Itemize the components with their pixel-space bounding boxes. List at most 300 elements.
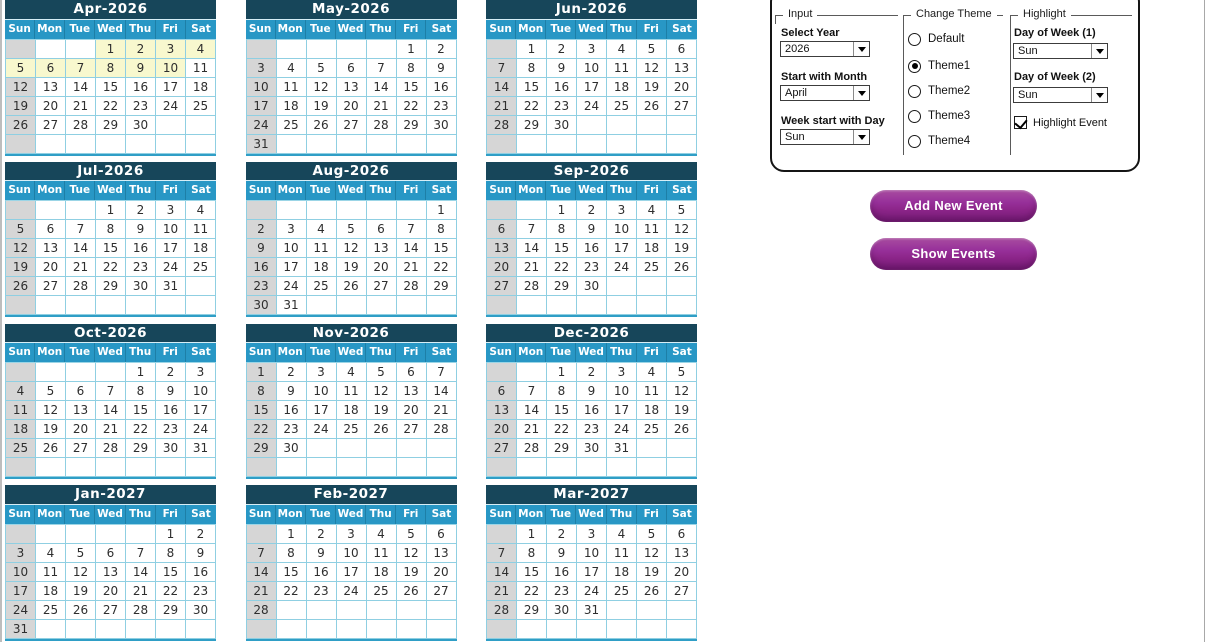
day-cell xyxy=(487,40,517,59)
day-header: Wed xyxy=(95,505,125,524)
day-header: Sun xyxy=(486,343,516,362)
day-cell: 3 xyxy=(607,201,637,220)
day-cell: 26 xyxy=(36,439,66,458)
day-cell xyxy=(36,620,66,639)
day-cell: 1 xyxy=(277,525,307,544)
day-cell: 25 xyxy=(637,258,667,277)
day-cell: 20 xyxy=(96,582,126,601)
day-cell xyxy=(36,458,66,477)
day-cell: 19 xyxy=(367,401,397,420)
day-cell xyxy=(277,601,307,620)
day-cell: 11 xyxy=(607,544,637,563)
day-cell: 19 xyxy=(307,97,337,116)
day-cell: 16 xyxy=(126,78,156,97)
day-cell: 23 xyxy=(577,420,607,439)
day-cell: 3 xyxy=(156,201,186,220)
day-cell: 8 xyxy=(517,59,547,78)
day-cell: 23 xyxy=(126,258,156,277)
day-cell: 16 xyxy=(547,563,577,582)
day-header: Wed xyxy=(336,505,366,524)
day-cell: 29 xyxy=(96,116,126,135)
day-grid xyxy=(246,200,457,315)
day-cell: 19 xyxy=(6,258,36,277)
day-cell: 18 xyxy=(337,401,367,420)
day-cell xyxy=(667,620,697,639)
day-cell: 4 xyxy=(337,363,367,382)
day-cell: 12 xyxy=(6,78,36,97)
radio-label: Theme1 xyxy=(928,60,971,72)
theme-radio-theme2[interactable] xyxy=(908,84,970,98)
radio-label: Theme3 xyxy=(928,110,971,122)
day-header-row xyxy=(486,505,697,524)
day-cell: 18 xyxy=(186,78,216,97)
day-cell xyxy=(6,296,36,315)
day-cell xyxy=(156,458,186,477)
day-header: Thu xyxy=(607,505,637,524)
day-header: Tue xyxy=(65,20,95,39)
day-cell: 30 xyxy=(186,601,216,620)
day-cell: 30 xyxy=(156,439,186,458)
day-of-week-2-value: Sun xyxy=(1018,89,1038,101)
day-cell: 25 xyxy=(607,97,637,116)
day-cell: 9 xyxy=(247,239,277,258)
day-cell: 4 xyxy=(637,201,667,220)
day-cell xyxy=(367,40,397,59)
day-cell: 10 xyxy=(577,59,607,78)
day-cell: 11 xyxy=(637,382,667,401)
month-title: Jan-2027 xyxy=(5,485,216,505)
day-cell xyxy=(667,601,697,620)
day-cell: 11 xyxy=(6,401,36,420)
day-header: Thu xyxy=(366,181,396,200)
day-cell: 27 xyxy=(36,277,66,296)
day-cell xyxy=(156,135,186,154)
day-cell: 9 xyxy=(186,544,216,563)
day-cell: 8 xyxy=(427,220,457,239)
day-cell: 12 xyxy=(66,563,96,582)
day-cell: 2 xyxy=(577,363,607,382)
day-header: Wed xyxy=(576,343,606,362)
radio-icon[interactable] xyxy=(908,135,921,148)
day-header: Thu xyxy=(126,343,156,362)
day-cell: 12 xyxy=(337,239,367,258)
day-header: Tue xyxy=(65,505,95,524)
day-header: Fri xyxy=(156,181,186,200)
day-cell: 26 xyxy=(667,420,697,439)
day-cell xyxy=(637,296,667,315)
day-header: Thu xyxy=(366,343,396,362)
day-cell: 6 xyxy=(66,382,96,401)
day-cell: 30 xyxy=(277,439,307,458)
day-cell: 7 xyxy=(397,220,427,239)
day-cell: 19 xyxy=(667,239,697,258)
day-cell: 2 xyxy=(186,525,216,544)
day-cell: 22 xyxy=(547,420,577,439)
day-cell xyxy=(427,135,457,154)
day-cell: 19 xyxy=(667,401,697,420)
day-cell xyxy=(36,135,66,154)
day-cell: 6 xyxy=(36,59,66,78)
start-month-dropdown[interactable] xyxy=(780,85,870,101)
day-cell: 17 xyxy=(277,258,307,277)
day-of-week-2-dropdown[interactable] xyxy=(1013,87,1108,103)
day-cell: 15 xyxy=(547,239,577,258)
day-cell: 21 xyxy=(367,97,397,116)
day-cell: 3 xyxy=(247,59,277,78)
day-cell: 3 xyxy=(607,363,637,382)
month-title: Jul-2026 xyxy=(5,162,216,182)
day-cell: 14 xyxy=(247,563,277,582)
day-cell: 20 xyxy=(667,563,697,582)
month-calendar xyxy=(486,162,697,318)
day-cell: 11 xyxy=(307,239,337,258)
day-header: Sun xyxy=(246,20,276,39)
day-header: Fri xyxy=(637,343,667,362)
day-cell xyxy=(637,620,667,639)
day-header: Tue xyxy=(306,343,336,362)
day-cell: 9 xyxy=(577,382,607,401)
day-cell: 5 xyxy=(367,363,397,382)
day-cell: 1 xyxy=(96,40,126,59)
day-header: Sun xyxy=(246,505,276,524)
day-cell xyxy=(667,296,697,315)
day-grid xyxy=(246,524,457,639)
day-cell xyxy=(367,296,397,315)
day-cell: 27 xyxy=(427,582,457,601)
highlight-event-label: Highlight Event xyxy=(1033,116,1107,129)
day-cell: 9 xyxy=(547,544,577,563)
day-cell: 14 xyxy=(517,401,547,420)
day-cell: 20 xyxy=(397,401,427,420)
day-cell: 6 xyxy=(397,363,427,382)
day-cell: 2 xyxy=(277,363,307,382)
day-cell: 6 xyxy=(487,220,517,239)
day-cell: 5 xyxy=(337,220,367,239)
day-cell: 12 xyxy=(667,220,697,239)
day-cell: 14 xyxy=(517,239,547,258)
day-cell: 25 xyxy=(307,277,337,296)
day-cell xyxy=(397,296,427,315)
day-cell: 28 xyxy=(517,277,547,296)
day-cell: 8 xyxy=(277,544,307,563)
day-cell xyxy=(397,620,427,639)
change-theme-legend: Change Theme xyxy=(911,8,997,20)
day-cell: 3 xyxy=(156,40,186,59)
day-cell: 23 xyxy=(307,582,337,601)
radio-icon[interactable] xyxy=(908,33,921,46)
day-cell: 22 xyxy=(277,582,307,601)
day-header: Tue xyxy=(306,181,336,200)
day-cell: 26 xyxy=(367,420,397,439)
day-header: Wed xyxy=(576,505,606,524)
day-cell: 4 xyxy=(36,544,66,563)
day-cell: 10 xyxy=(6,563,36,582)
day-cell: 21 xyxy=(487,582,517,601)
day-cell: 5 xyxy=(397,525,427,544)
day-header: Tue xyxy=(306,505,336,524)
day-cell: 1 xyxy=(126,363,156,382)
day-cell: 31 xyxy=(247,135,277,154)
day-cell: 10 xyxy=(156,59,186,78)
day-cell: 8 xyxy=(156,544,186,563)
month-title: Aug-2026 xyxy=(246,162,457,182)
day-cell: 25 xyxy=(607,582,637,601)
day-cell xyxy=(637,277,667,296)
day-cell: 22 xyxy=(427,258,457,277)
day-cell: 13 xyxy=(397,382,427,401)
day-cell: 6 xyxy=(36,220,66,239)
day-cell: 10 xyxy=(607,382,637,401)
day-header: Sun xyxy=(246,343,276,362)
day-cell: 18 xyxy=(607,563,637,582)
day-header: Sun xyxy=(5,181,35,200)
day-cell: 15 xyxy=(517,563,547,582)
day-cell xyxy=(6,525,36,544)
show-events-button[interactable]: Show Events xyxy=(870,238,1037,270)
day-cell: 8 xyxy=(96,220,126,239)
day-cell: 14 xyxy=(487,563,517,582)
day-header: Thu xyxy=(607,20,637,39)
highlight-event-checkbox[interactable] xyxy=(1014,116,1027,129)
highlight-event-option[interactable] xyxy=(1014,116,1107,129)
day-header: Thu xyxy=(366,505,396,524)
theme-radio-default[interactable] xyxy=(908,32,964,46)
day-cell xyxy=(66,296,96,315)
day-cell: 20 xyxy=(36,97,66,116)
day-cell: 8 xyxy=(126,382,156,401)
day-cell: 7 xyxy=(487,544,517,563)
day-cell xyxy=(186,458,216,477)
day-cell xyxy=(36,40,66,59)
day-cell xyxy=(277,135,307,154)
theme-radio-theme3[interactable] xyxy=(908,109,970,123)
day-header: Mon xyxy=(35,20,65,39)
day-cell xyxy=(577,135,607,154)
day-header: Mon xyxy=(516,181,546,200)
day-header: Fri xyxy=(637,181,667,200)
day-cell: 25 xyxy=(337,420,367,439)
day-grid xyxy=(486,200,697,315)
month-title: Sep-2026 xyxy=(486,162,697,182)
day-cell: 22 xyxy=(156,582,186,601)
day-cell: 25 xyxy=(367,582,397,601)
day-cell xyxy=(337,296,367,315)
day-cell xyxy=(307,201,337,220)
day-cell: 29 xyxy=(126,439,156,458)
day-cell xyxy=(96,363,126,382)
day-cell xyxy=(126,458,156,477)
day-cell xyxy=(517,296,547,315)
day-cell: 25 xyxy=(637,420,667,439)
day-cell xyxy=(247,458,277,477)
radio-icon[interactable] xyxy=(908,60,921,73)
day-cell: 9 xyxy=(577,220,607,239)
day-cell: 19 xyxy=(337,258,367,277)
day-cell: 12 xyxy=(36,401,66,420)
day-cell: 30 xyxy=(247,296,277,315)
day-cell: 3 xyxy=(577,40,607,59)
day-cell: 12 xyxy=(6,239,36,258)
day-cell: 18 xyxy=(637,401,667,420)
day-header: Sun xyxy=(486,505,516,524)
dropdown-arrow-icon[interactable] xyxy=(1091,44,1107,58)
month-calendar xyxy=(5,324,216,480)
add-new-event-button[interactable]: Add New Event xyxy=(870,190,1037,222)
day-cell: 16 xyxy=(126,239,156,258)
select-year-dropdown[interactable] xyxy=(780,41,870,57)
day-cell: 11 xyxy=(337,382,367,401)
day-cell xyxy=(487,296,517,315)
day-cell: 22 xyxy=(547,258,577,277)
day-cell: 17 xyxy=(307,401,337,420)
day-cell xyxy=(6,40,36,59)
day-cell xyxy=(607,601,637,620)
day-cell: 1 xyxy=(397,40,427,59)
day-cell: 26 xyxy=(397,582,427,601)
week-start-value: Sun xyxy=(785,131,805,143)
day-cell: 31 xyxy=(186,439,216,458)
dropdown-arrow-icon[interactable] xyxy=(853,42,869,56)
day-cell: 21 xyxy=(247,582,277,601)
day-of-week-1-dropdown[interactable] xyxy=(1013,43,1108,59)
day-cell: 13 xyxy=(427,544,457,563)
dropdown-arrow-icon[interactable] xyxy=(853,86,869,100)
day-header: Sat xyxy=(191,22,211,35)
theme-radio-theme1[interactable] xyxy=(908,59,970,73)
dropdown-arrow-icon[interactable] xyxy=(853,130,869,144)
day-cell: 21 xyxy=(487,97,517,116)
day-cell: 25 xyxy=(6,439,36,458)
day-cell: 16 xyxy=(577,239,607,258)
day-header: Sat xyxy=(191,184,211,197)
day-cell: 21 xyxy=(397,258,427,277)
dropdown-arrow-icon[interactable] xyxy=(1091,88,1107,102)
day-cell: 9 xyxy=(307,544,337,563)
day-cell: 9 xyxy=(126,59,156,78)
day-cell: 21 xyxy=(66,97,96,116)
day-cell: 17 xyxy=(156,239,186,258)
day-cell xyxy=(337,458,367,477)
day-cell: 2 xyxy=(307,525,337,544)
day-cell: 19 xyxy=(36,420,66,439)
day-cell: 23 xyxy=(126,97,156,116)
day-cell xyxy=(186,620,216,639)
day-cell: 10 xyxy=(247,78,277,97)
day-cell xyxy=(66,135,96,154)
day-cell xyxy=(517,135,547,154)
day-cell: 8 xyxy=(96,59,126,78)
radio-icon[interactable] xyxy=(908,85,921,98)
day-cell: 7 xyxy=(247,544,277,563)
day-cell xyxy=(247,620,277,639)
day-cell: 1 xyxy=(427,201,457,220)
day-header-row xyxy=(246,181,457,200)
day-grid xyxy=(486,362,697,477)
day-cell xyxy=(367,201,397,220)
day-cell: 26 xyxy=(66,601,96,620)
day-cell: 8 xyxy=(547,382,577,401)
day-header: Wed xyxy=(336,181,366,200)
day-cell xyxy=(637,135,667,154)
day-grid xyxy=(5,362,216,477)
day-cell xyxy=(427,439,457,458)
day-cell: 6 xyxy=(96,544,126,563)
day-cell xyxy=(277,620,307,639)
day-cell: 24 xyxy=(247,116,277,135)
day-cell xyxy=(547,296,577,315)
day-cell: 22 xyxy=(517,582,547,601)
day-cell xyxy=(307,135,337,154)
day-cell: 5 xyxy=(6,59,36,78)
day-cell: 19 xyxy=(6,97,36,116)
day-cell: 7 xyxy=(367,59,397,78)
day-cell xyxy=(517,201,547,220)
day-cell xyxy=(337,135,367,154)
day-cell xyxy=(247,40,277,59)
day-cell: 20 xyxy=(367,258,397,277)
day-cell: 15 xyxy=(427,239,457,258)
week-start-dropdown[interactable] xyxy=(780,129,870,145)
day-cell xyxy=(186,277,216,296)
radio-icon[interactable] xyxy=(908,110,921,123)
day-cell: 19 xyxy=(397,563,427,582)
day-cell: 22 xyxy=(96,97,126,116)
day-header-row xyxy=(5,181,216,200)
day-cell: 5 xyxy=(637,40,667,59)
day-cell: 1 xyxy=(517,40,547,59)
day-header: Mon xyxy=(35,505,65,524)
day-cell xyxy=(96,135,126,154)
day-cell xyxy=(367,439,397,458)
day-cell xyxy=(397,135,427,154)
day-cell: 6 xyxy=(337,59,367,78)
day-cell: 18 xyxy=(367,563,397,582)
day-cell xyxy=(307,40,337,59)
day-cell xyxy=(607,296,637,315)
day-of-week-1-value: Sun xyxy=(1018,45,1038,57)
day-cell: 25 xyxy=(186,97,216,116)
day-cell: 15 xyxy=(126,401,156,420)
theme-radio-theme4[interactable] xyxy=(908,134,970,148)
day-cell: 8 xyxy=(547,220,577,239)
day-cell: 10 xyxy=(277,239,307,258)
day-grid xyxy=(486,39,697,154)
day-header: Fri xyxy=(156,505,186,524)
day-header: Wed xyxy=(336,343,366,362)
day-cell: 1 xyxy=(96,201,126,220)
day-cell: 18 xyxy=(307,258,337,277)
day-cell xyxy=(6,135,36,154)
day-cell: 24 xyxy=(307,420,337,439)
day-header: Sun xyxy=(5,343,35,362)
day-cell: 25 xyxy=(186,258,216,277)
day-cell: 1 xyxy=(547,201,577,220)
day-cell xyxy=(186,135,216,154)
radio-label: Default xyxy=(928,33,965,45)
day-cell: 24 xyxy=(156,97,186,116)
day-cell xyxy=(337,201,367,220)
day-cell: 9 xyxy=(126,220,156,239)
day-grid xyxy=(5,200,216,315)
day-of-week-1-label: Day of Week (1) xyxy=(1014,27,1096,39)
start-month-value: April xyxy=(785,87,808,99)
month-calendar xyxy=(246,0,457,156)
day-cell: 13 xyxy=(667,544,697,563)
day-cell: 29 xyxy=(547,277,577,296)
day-cell: 26 xyxy=(637,97,667,116)
day-cell: 5 xyxy=(637,525,667,544)
day-cell: 17 xyxy=(337,563,367,582)
